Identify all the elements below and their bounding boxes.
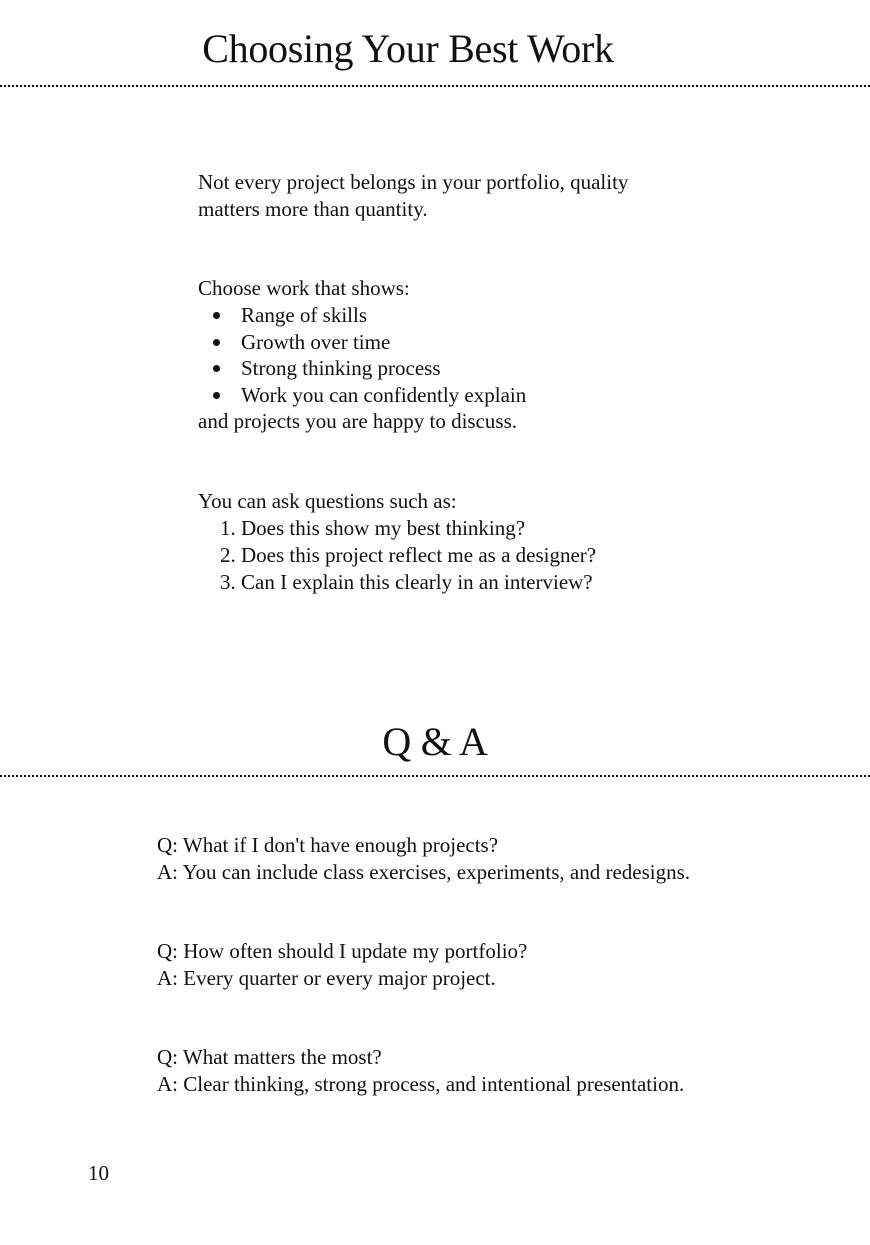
qa-answer: A: Every quarter or every major project. — [157, 966, 496, 990]
bullet-icon — [213, 392, 220, 399]
qa-divider — [0, 775, 870, 777]
list-item-label: Growth over time — [241, 329, 391, 354]
list-item — [198, 302, 526, 329]
title-divider — [0, 85, 870, 87]
qa-answer: A: Clear thinking, strong process, and intentional presentation. — [157, 1072, 685, 1096]
bullet-icon — [213, 365, 220, 372]
qa-question: Q: What matters the most? — [157, 1045, 382, 1069]
page-number: 10 — [88, 1161, 109, 1185]
list-number: 1. — [220, 516, 236, 540]
list-item-label: Range of skills — [241, 303, 367, 327]
qa-question: Q: How often should I update my portfolio? — [157, 939, 528, 963]
intro-paragraph — [198, 169, 628, 223]
qa-item — [157, 832, 690, 886]
list-item-label: Does this project reflect me as a designer? — [241, 543, 597, 567]
bullet-icon — [213, 312, 220, 319]
questions-block — [198, 488, 596, 596]
list-item — [198, 515, 596, 542]
choose-work-block — [198, 275, 526, 435]
list-item — [198, 382, 526, 409]
list-item-label: Does this show my best thinking? — [241, 516, 526, 540]
list-item — [198, 542, 596, 569]
intro-line: matters more than quantity. — [198, 197, 428, 221]
list-number: 3. — [220, 570, 236, 594]
bullet-icon — [213, 339, 220, 346]
qa-item — [157, 938, 527, 992]
list-item — [198, 569, 596, 596]
list-item-label: Work you can confidently explain — [241, 382, 527, 407]
qa-answer: A: You can include class exercises, experiments, and redesigns. — [157, 860, 691, 884]
qa-title: Q & A — [382, 719, 488, 764]
list-number: 2. — [220, 543, 236, 567]
intro-line: Not every project belongs in your portfolio, quality — [198, 170, 629, 194]
list-item — [198, 355, 526, 382]
numbered-list — [198, 515, 596, 596]
qa-item — [157, 1044, 684, 1098]
choose-footer: and projects you are happy to discuss. — [198, 409, 518, 433]
qa-question: Q: What if I don't have enough projects? — [157, 833, 499, 857]
list-item — [198, 329, 526, 356]
page-title: Choosing Your Best Work — [202, 26, 614, 71]
choose-heading: Choose work that shows: — [198, 276, 410, 300]
list-item-label: Can I explain this clearly in an interview? — [241, 570, 593, 594]
list-item-label: Strong thinking process — [241, 356, 441, 380]
bullet-list — [198, 302, 526, 408]
questions-heading: You can ask questions such as: — [198, 489, 457, 513]
